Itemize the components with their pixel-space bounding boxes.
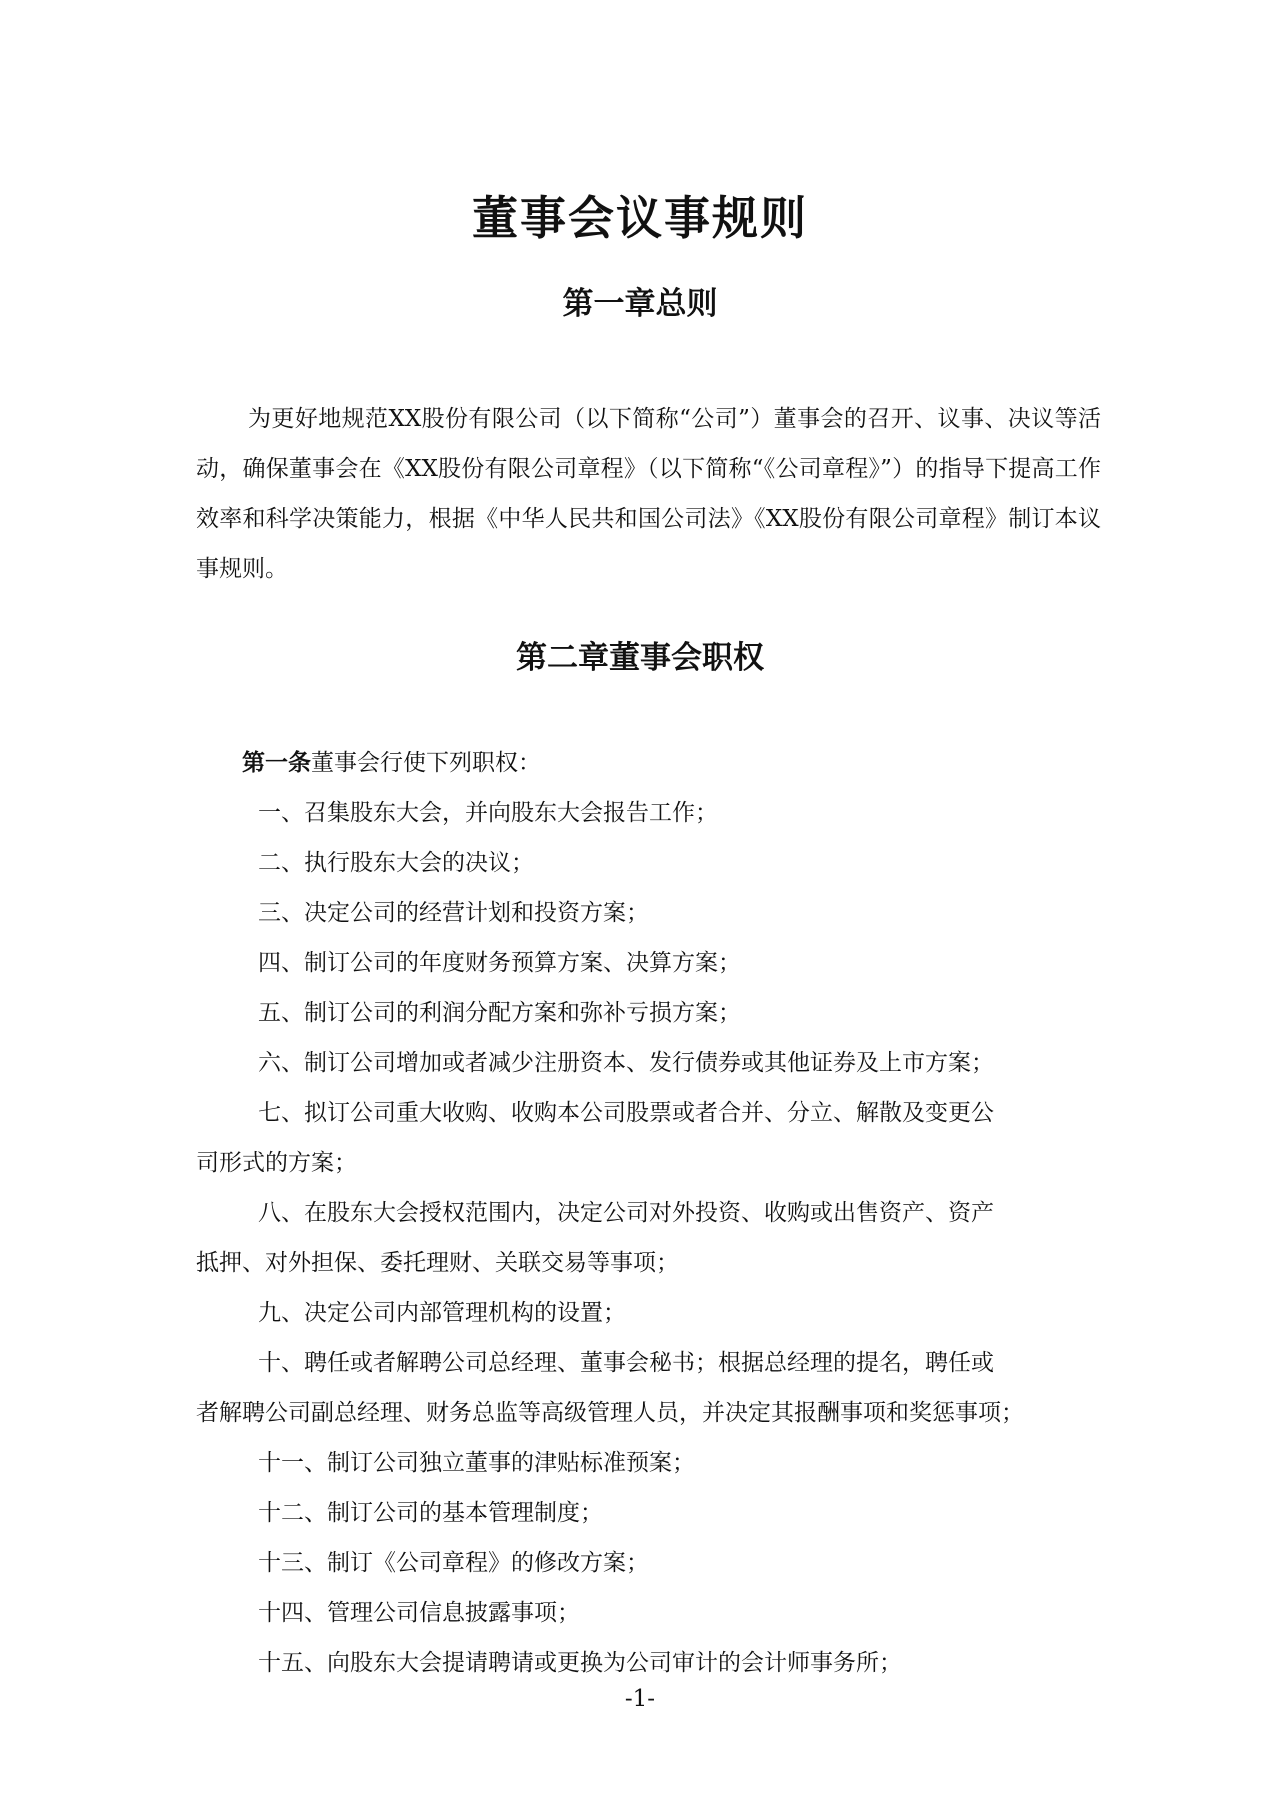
list-item <box>196 1638 1101 1688</box>
list-item-text: 十一、制订公司独立董事的津贴标准预案； <box>258 1450 695 1476</box>
chapter-1-heading: 第一章总则 <box>562 286 718 322</box>
list-item <box>196 1088 1101 1188</box>
list-item <box>196 1288 1101 1338</box>
list-item-text: 九、决定公司内部管理机构的设置； <box>258 1300 626 1326</box>
list-item-text: 三、决定公司的经营计划和投资方案； <box>258 900 649 926</box>
list-item-text: 十三、制订《公司章程》的修改方案； <box>258 1550 649 1576</box>
chapter-1-paragraph: 为更好地规范XX股份有限公司（以下简称“公司”）董事会的召开、议事、决议等活动，确保董事会在《XX股份有限公司章程》（以下简称“《公司章程》”）的指导下提高工作效率和科学决策能力，根据《中华人民共和国公司法》《XX股份有限公司章程》制订本议事规则。 <box>196 406 1101 582</box>
article-intro: 董事会行使下列职权： <box>311 750 541 776</box>
list-item <box>196 1438 1101 1488</box>
article-1 <box>196 738 1101 1688</box>
list-item-text: 七、拟订公司重大收购、收购本公司股票或者合并、分立、解散及变更公 <box>258 1100 994 1126</box>
article-number: 第一条 <box>242 750 311 776</box>
list-item-text: 十二、制订公司的基本管理制度； <box>258 1500 603 1526</box>
list-item <box>196 1538 1101 1588</box>
list-item <box>196 1588 1101 1638</box>
list-item-continuation: 抵押、对外担保、委托理财、关联交易等事项； <box>196 1250 679 1276</box>
list-item-text: 一、召集股东大会，并向股东大会报告工作； <box>258 800 718 826</box>
list-item-text: 六、制订公司增加或者减少注册资本、发行债券或其他证券及上市方案； <box>258 1050 994 1076</box>
list-item-text: 四、制订公司的年度财务预算方案、决算方案； <box>258 950 741 976</box>
list-item <box>196 838 1101 888</box>
list-item <box>196 1038 1101 1088</box>
list-item <box>196 1338 1101 1438</box>
article-1-heading <box>196 738 1101 788</box>
document-title: 董事会议事规则 <box>472 191 808 245</box>
list-item-text: 二、执行股东大会的决议； <box>258 850 534 876</box>
list-item-text: 五、制订公司的利润分配方案和弥补亏损方案； <box>258 1000 741 1026</box>
list-item <box>196 788 1101 838</box>
list-item-text: 十、聘任或者解聘公司总经理、董事会秘书；根据总经理的提名，聘任或 <box>258 1350 994 1376</box>
page-number: -1- <box>624 1686 656 1712</box>
list-item-text: 十五、向股东大会提请聘请或更换为公司审计的会计师事务所； <box>258 1650 902 1676</box>
list-item <box>196 1188 1101 1288</box>
list-item <box>196 988 1101 1038</box>
chapter-2-heading: 第二章董事会职权 <box>516 640 764 676</box>
list-item <box>196 1488 1101 1538</box>
list-item <box>196 888 1101 938</box>
list-item-continuation: 司形式的方案； <box>196 1150 357 1176</box>
list-item-text: 八、在股东大会授权范围内，决定公司对外投资、收购或出售资产、资产 <box>258 1200 994 1226</box>
list-item-continuation: 者解聘公司副总经理、财务总监等高级管理人员，并决定其报酬事项和奖惩事项； <box>196 1400 1024 1426</box>
list-item-text: 十四、管理公司信息披露事项； <box>258 1600 580 1626</box>
list-item <box>196 938 1101 988</box>
